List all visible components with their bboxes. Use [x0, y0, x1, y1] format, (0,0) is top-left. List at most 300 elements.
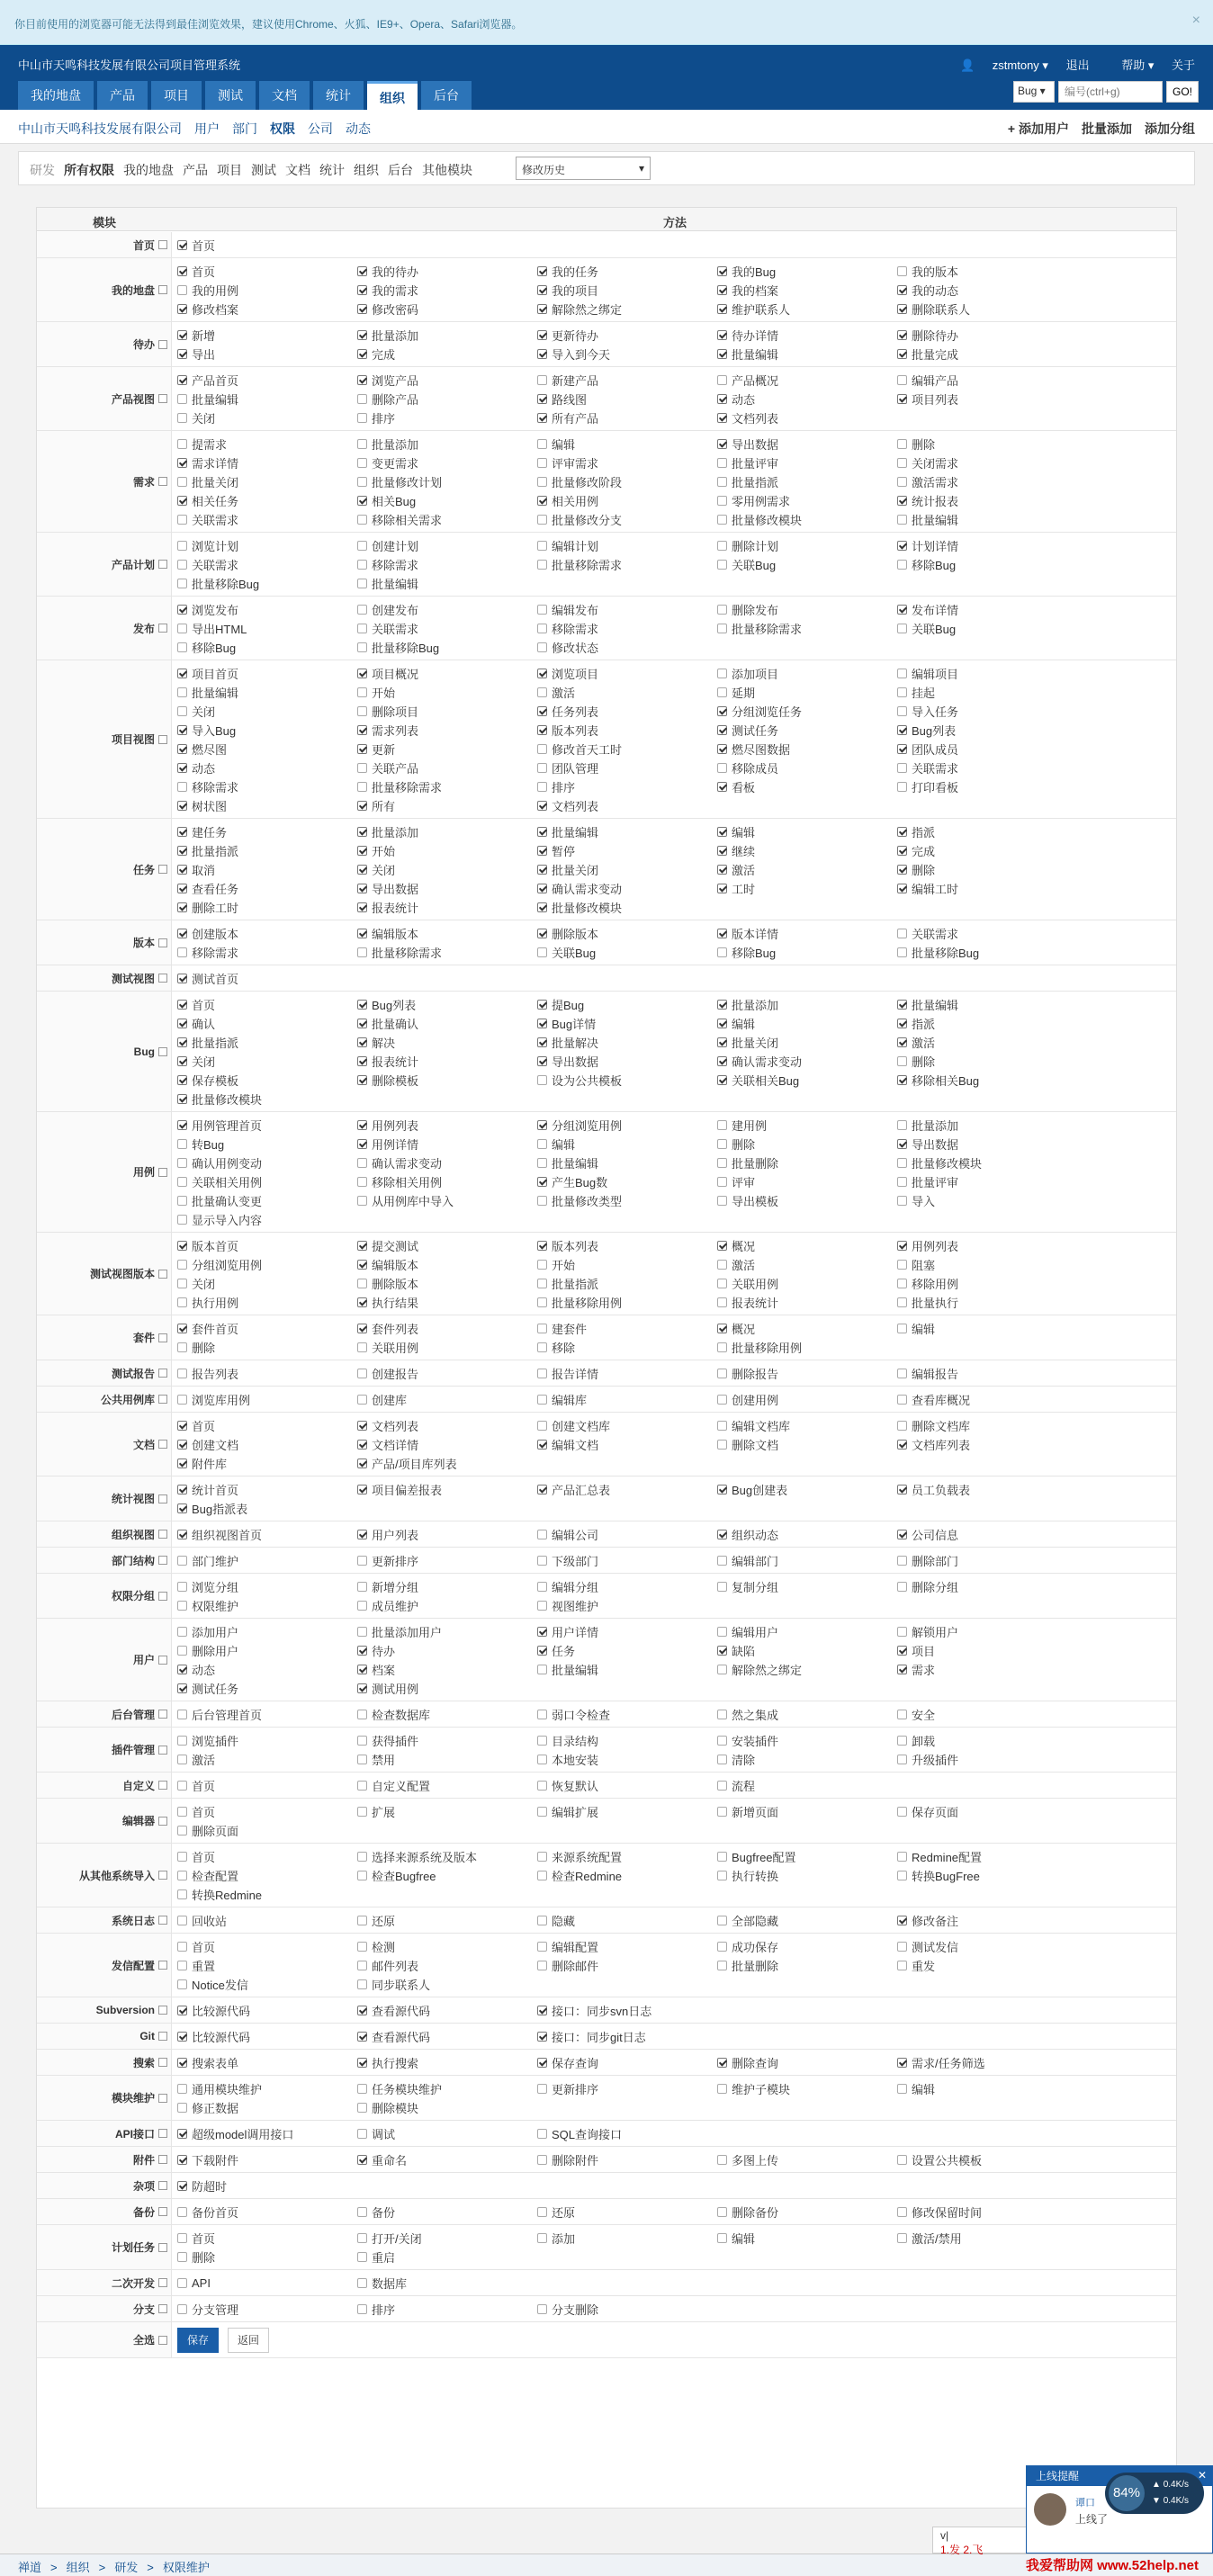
permission-item[interactable]: [897, 1435, 1077, 1454]
permission-checkbox[interactable]: [717, 1942, 727, 1952]
permission-checkbox[interactable]: [357, 1177, 367, 1187]
permission-item[interactable]: [537, 1319, 717, 1338]
subnav-item-0[interactable]: 用户: [194, 121, 220, 136]
permission-item[interactable]: [357, 1172, 537, 1191]
permission-checkbox[interactable]: [177, 2058, 187, 2068]
permission-checkbox[interactable]: [177, 669, 187, 678]
permission-checkbox[interactable]: [537, 1000, 547, 1010]
permission-item[interactable]: [357, 1319, 537, 1338]
permission-checkbox[interactable]: [177, 394, 187, 404]
permission-item[interactable]: [717, 1319, 897, 1338]
permission-checkbox[interactable]: [897, 1019, 907, 1028]
permission-checkbox[interactable]: [177, 1241, 187, 1251]
permission-item[interactable]: [177, 638, 357, 657]
permission-checkbox[interactable]: [897, 1139, 907, 1149]
permission-checkbox[interactable]: [177, 2103, 187, 2113]
permission-item[interactable]: [537, 1705, 717, 1724]
permission-checkbox[interactable]: [717, 1530, 727, 1539]
permission-item[interactable]: [357, 472, 537, 491]
permission-item[interactable]: [717, 1052, 897, 1071]
permission-checkbox[interactable]: [537, 669, 547, 678]
permission-item[interactable]: [177, 1172, 357, 1191]
permission-checkbox[interactable]: [537, 439, 547, 449]
permission-item[interactable]: [717, 555, 897, 574]
permission-item[interactable]: [897, 453, 1077, 472]
permission-item[interactable]: [537, 326, 717, 345]
popup-user-name[interactable]: 谭口: [1075, 2498, 1095, 2509]
permission-item[interactable]: [177, 664, 357, 683]
group-checkbox[interactable]: [158, 2243, 167, 2252]
permission-item[interactable]: [537, 1480, 717, 1499]
permission-item[interactable]: [717, 822, 897, 841]
permission-item[interactable]: [177, 1821, 357, 1840]
permission-item[interactable]: [537, 1802, 717, 1821]
permission-checkbox[interactable]: [717, 846, 727, 856]
module-item-1[interactable]: 我的地盘: [123, 163, 174, 177]
nav-tab-2[interactable]: 项目: [151, 81, 202, 110]
permission-item[interactable]: [357, 491, 537, 510]
permission-checkbox[interactable]: [537, 2207, 547, 2217]
permission-checkbox[interactable]: [537, 1852, 547, 1862]
permission-item[interactable]: [717, 777, 897, 796]
permission-item[interactable]: [177, 1750, 357, 1769]
group-checkbox[interactable]: [158, 2181, 167, 2190]
permission-checkbox[interactable]: [537, 1485, 547, 1494]
permission-item[interactable]: [717, 1255, 897, 1274]
permission-checkbox[interactable]: [537, 1421, 547, 1431]
permission-item[interactable]: [897, 2079, 1077, 2098]
permission-checkbox[interactable]: [897, 1807, 907, 1817]
permission-item[interactable]: [897, 841, 1077, 860]
permission-checkbox[interactable]: [717, 605, 727, 615]
permission-item[interactable]: [357, 371, 537, 390]
permission-checkbox[interactable]: [177, 846, 187, 856]
permission-item[interactable]: [357, 2248, 537, 2266]
group-checkbox[interactable]: [158, 240, 167, 249]
permission-checkbox[interactable]: [897, 375, 907, 385]
permission-item[interactable]: [717, 758, 897, 777]
select-all-checkbox[interactable]: [158, 2336, 167, 2345]
permission-item[interactable]: [177, 1956, 357, 1975]
permission-item[interactable]: [357, 1116, 537, 1135]
permission-item[interactable]: [177, 2203, 357, 2221]
group-checkbox[interactable]: [158, 1333, 167, 1342]
permission-checkbox[interactable]: [537, 865, 547, 875]
permission-checkbox[interactable]: [717, 1755, 727, 1764]
permission-checkbox[interactable]: [537, 687, 547, 697]
permission-item[interactable]: [897, 1660, 1077, 1679]
permission-checkbox[interactable]: [357, 1646, 367, 1656]
permission-checkbox[interactable]: [897, 2233, 907, 2243]
permission-checkbox[interactable]: [537, 1601, 547, 1611]
permission-checkbox[interactable]: [357, 1019, 367, 1028]
permission-checkbox[interactable]: [897, 827, 907, 837]
permission-item[interactable]: [897, 2150, 1077, 2169]
permission-checkbox[interactable]: [177, 1826, 187, 1836]
permission-item[interactable]: [177, 1622, 357, 1641]
permission-item[interactable]: [537, 2001, 717, 2020]
permission-checkbox[interactable]: [177, 1196, 187, 1206]
permission-checkbox[interactable]: [177, 496, 187, 506]
permission-item[interactable]: [897, 822, 1077, 841]
permission-item[interactable]: [537, 1596, 717, 1615]
permission-checkbox[interactable]: [897, 669, 907, 678]
permission-checkbox[interactable]: [177, 1871, 187, 1880]
permission-item[interactable]: [177, 1551, 357, 1570]
permission-item[interactable]: [537, 619, 717, 638]
permission-checkbox[interactable]: [717, 458, 727, 468]
permission-checkbox[interactable]: [357, 2207, 367, 2217]
group-checkbox[interactable]: [158, 2058, 167, 2067]
permission-item[interactable]: [177, 2229, 357, 2248]
permission-item[interactable]: [897, 1172, 1077, 1191]
permission-item[interactable]: [537, 1435, 717, 1454]
permission-item[interactable]: [357, 664, 537, 683]
permission-checkbox[interactable]: [177, 1755, 187, 1764]
permission-checkbox[interactable]: [357, 1196, 367, 1206]
permission-item[interactable]: [357, 740, 537, 758]
permission-checkbox[interactable]: [717, 349, 727, 359]
permission-checkbox[interactable]: [537, 1037, 547, 1047]
permission-item[interactable]: [537, 1776, 717, 1795]
permission-checkbox[interactable]: [717, 1120, 727, 1130]
permission-checkbox[interactable]: [537, 1582, 547, 1592]
permission-item[interactable]: [897, 1705, 1077, 1724]
permission-item[interactable]: [897, 600, 1077, 619]
permission-checkbox[interactable]: [357, 285, 367, 295]
permission-item[interactable]: [537, 555, 717, 574]
permission-checkbox[interactable]: [177, 1342, 187, 1352]
permission-item[interactable]: [717, 1866, 897, 1885]
permission-checkbox[interactable]: [177, 515, 187, 525]
permission-checkbox[interactable]: [897, 1037, 907, 1047]
permission-checkbox[interactable]: [897, 541, 907, 551]
permission-checkbox[interactable]: [537, 1710, 547, 1719]
permission-checkbox[interactable]: [897, 330, 907, 340]
permission-item[interactable]: [897, 1135, 1077, 1153]
permission-item[interactable]: [357, 1525, 537, 1544]
permission-item[interactable]: [717, 995, 897, 1014]
permission-checkbox[interactable]: [177, 1395, 187, 1405]
permission-item[interactable]: [357, 1596, 537, 1615]
permission-checkbox[interactable]: [537, 2006, 547, 2015]
permission-checkbox[interactable]: [177, 2032, 187, 2042]
permission-item[interactable]: [177, 1319, 357, 1338]
permission-checkbox[interactable]: [897, 1646, 907, 1656]
permission-item[interactable]: [717, 1364, 897, 1383]
permission-item[interactable]: [717, 1911, 897, 1930]
nav-tab-4[interactable]: 文档: [259, 81, 310, 110]
permission-checkbox[interactable]: [897, 1075, 907, 1085]
permission-item[interactable]: [177, 860, 357, 879]
permission-checkbox[interactable]: [357, 1075, 367, 1085]
permission-checkbox[interactable]: [537, 884, 547, 893]
permission-checkbox[interactable]: [717, 744, 727, 754]
permission-item[interactable]: [357, 822, 537, 841]
permission-checkbox[interactable]: [357, 902, 367, 912]
permission-item[interactable]: [357, 1802, 537, 1821]
permission-checkbox[interactable]: [717, 1582, 727, 1592]
permission-checkbox[interactable]: [717, 1646, 727, 1656]
permission-item[interactable]: [177, 2124, 357, 2143]
close-icon[interactable]: ×: [1191, 13, 1200, 28]
group-checkbox[interactable]: [158, 2129, 167, 2138]
permission-checkbox[interactable]: [717, 725, 727, 735]
permission-item[interactable]: [357, 1866, 537, 1885]
permission-checkbox[interactable]: [537, 349, 547, 359]
permission-item[interactable]: [897, 721, 1077, 740]
permission-checkbox[interactable]: [897, 605, 907, 615]
permission-checkbox[interactable]: [537, 947, 547, 957]
permission-checkbox[interactable]: [537, 266, 547, 276]
group-checkbox[interactable]: [158, 285, 167, 294]
permission-checkbox[interactable]: [177, 1889, 187, 1899]
permission-checkbox[interactable]: [537, 624, 547, 633]
permission-item[interactable]: [177, 1033, 357, 1052]
permission-checkbox[interactable]: [357, 375, 367, 385]
permission-checkbox[interactable]: [357, 458, 367, 468]
permission-item[interactable]: [357, 345, 537, 364]
permission-item[interactable]: [897, 1731, 1077, 1750]
permission-checkbox[interactable]: [897, 1324, 907, 1333]
permission-item[interactable]: [357, 1551, 537, 1570]
permission-checkbox[interactable]: [897, 947, 907, 957]
permission-item[interactable]: [717, 841, 897, 860]
permission-checkbox[interactable]: [357, 2032, 367, 2042]
permission-item[interactable]: [717, 453, 897, 472]
permission-item[interactable]: [897, 1191, 1077, 1210]
permission-checkbox[interactable]: [357, 1582, 367, 1592]
permission-checkbox[interactable]: [177, 266, 187, 276]
permission-item[interactable]: [897, 1750, 1077, 1769]
permission-checkbox[interactable]: [357, 413, 367, 423]
permission-item[interactable]: [177, 281, 357, 300]
permission-item[interactable]: [177, 777, 357, 796]
permission-item[interactable]: [177, 943, 357, 962]
permission-checkbox[interactable]: [537, 642, 547, 652]
permission-item[interactable]: [537, 1255, 717, 1274]
permission-checkbox[interactable]: [717, 375, 727, 385]
permission-item[interactable]: [357, 683, 537, 702]
permission-checkbox[interactable]: [717, 827, 727, 837]
permission-item[interactable]: [537, 2150, 717, 2169]
permission-checkbox[interactable]: [357, 846, 367, 856]
permission-item[interactable]: [177, 1480, 357, 1499]
permission-checkbox[interactable]: [357, 1158, 367, 1168]
permission-checkbox[interactable]: [537, 1440, 547, 1450]
permission-item[interactable]: [537, 1390, 717, 1409]
back-button[interactable]: 返回: [228, 2328, 269, 2353]
permission-checkbox[interactable]: [357, 744, 367, 754]
subnav-action-1[interactable]: 批量添加: [1082, 121, 1132, 136]
permission-item[interactable]: [177, 326, 357, 345]
permission-checkbox[interactable]: [717, 1852, 727, 1862]
about-link[interactable]: 关于: [1171, 58, 1195, 72]
permission-item[interactable]: [537, 758, 717, 777]
permission-item[interactable]: [357, 1390, 537, 1409]
permission-checkbox[interactable]: [177, 1942, 187, 1952]
permission-checkbox[interactable]: [537, 285, 547, 295]
permission-checkbox[interactable]: [537, 1556, 547, 1566]
permission-checkbox[interactable]: [357, 642, 367, 652]
module-item-6[interactable]: 统计: [319, 163, 345, 177]
permission-checkbox[interactable]: [897, 1196, 907, 1206]
permission-item[interactable]: [717, 1937, 897, 1956]
permission-checkbox[interactable]: [357, 1369, 367, 1378]
permission-checkbox[interactable]: [717, 1158, 727, 1168]
permission-item[interactable]: [177, 1210, 357, 1229]
permission-item[interactable]: [177, 1435, 357, 1454]
permission-item[interactable]: [177, 555, 357, 574]
permission-checkbox[interactable]: [177, 1120, 187, 1130]
permission-item[interactable]: [717, 510, 897, 529]
permission-checkbox[interactable]: [357, 1871, 367, 1880]
permission-item[interactable]: [717, 879, 897, 898]
permission-checkbox[interactable]: [537, 375, 547, 385]
permission-checkbox[interactable]: [717, 884, 727, 893]
permission-item[interactable]: [357, 2001, 537, 2020]
permission-checkbox[interactable]: [357, 1056, 367, 1066]
permission-checkbox[interactable]: [717, 2155, 727, 2165]
permission-item[interactable]: [357, 2027, 537, 2046]
permission-item[interactable]: [537, 1731, 717, 1750]
permission-item[interactable]: [537, 2229, 717, 2248]
permission-item[interactable]: [537, 1135, 717, 1153]
permission-checkbox[interactable]: [717, 1056, 727, 1066]
permission-item[interactable]: [717, 1191, 897, 1210]
permission-item[interactable]: [717, 408, 897, 427]
permission-item[interactable]: [357, 1622, 537, 1641]
permission-checkbox[interactable]: [717, 285, 727, 295]
group-checkbox[interactable]: [158, 1168, 167, 1177]
permission-item[interactable]: [717, 1641, 897, 1660]
module-item-8[interactable]: 后台: [388, 163, 413, 177]
permission-item[interactable]: [357, 898, 537, 917]
permission-item[interactable]: [717, 1071, 897, 1090]
permission-checkbox[interactable]: [177, 1665, 187, 1674]
permission-checkbox[interactable]: [177, 1916, 187, 1925]
permission-checkbox[interactable]: [717, 865, 727, 875]
permission-item[interactable]: [537, 453, 717, 472]
permission-item[interactable]: [537, 2027, 717, 2046]
permission-item[interactable]: [717, 1660, 897, 1679]
permission-item[interactable]: [717, 2079, 897, 2098]
permission-checkbox[interactable]: [357, 1736, 367, 1746]
permission-item[interactable]: [177, 2027, 357, 2046]
permission-item[interactable]: [897, 1153, 1077, 1172]
group-checkbox[interactable]: [158, 1270, 167, 1279]
group-checkbox[interactable]: [158, 1395, 167, 1404]
permission-checkbox[interactable]: [537, 1139, 547, 1149]
group-checkbox[interactable]: [158, 974, 167, 983]
permission-item[interactable]: [897, 2053, 1077, 2072]
permission-checkbox[interactable]: [357, 1807, 367, 1817]
group-checkbox[interactable]: [158, 2006, 167, 2015]
permission-item[interactable]: [177, 1866, 357, 1885]
permission-checkbox[interactable]: [897, 1710, 907, 1719]
permission-checkbox[interactable]: [897, 1395, 907, 1405]
permission-item[interactable]: [177, 536, 357, 555]
permission-item[interactable]: [357, 2098, 537, 2117]
permission-item[interactable]: [357, 879, 537, 898]
permission-item[interactable]: [537, 796, 717, 815]
permission-checkbox[interactable]: [357, 2103, 367, 2113]
permission-item[interactable]: [537, 1052, 717, 1071]
permission-checkbox[interactable]: [717, 1019, 727, 1028]
permission-checkbox[interactable]: [537, 1075, 547, 1085]
permission-checkbox[interactable]: [357, 349, 367, 359]
permission-checkbox[interactable]: [717, 1075, 727, 1085]
permission-checkbox[interactable]: [177, 1440, 187, 1450]
group-checkbox[interactable]: [158, 1710, 167, 1719]
permission-item[interactable]: [537, 924, 717, 943]
permission-item[interactable]: [897, 300, 1077, 319]
permission-checkbox[interactable]: [177, 2278, 187, 2288]
permission-item[interactable]: [357, 2150, 537, 2169]
permission-checkbox[interactable]: [897, 1871, 907, 1880]
permission-item[interactable]: [357, 1937, 537, 1956]
permission-checkbox[interactable]: [717, 1736, 727, 1746]
permission-checkbox[interactable]: [537, 2129, 547, 2139]
permission-checkbox[interactable]: [717, 1297, 727, 1307]
permission-item[interactable]: [177, 822, 357, 841]
permission-item[interactable]: [537, 1750, 717, 1769]
permission-item[interactable]: [357, 1364, 537, 1383]
permission-checkbox[interactable]: [177, 1037, 187, 1047]
permission-checkbox[interactable]: [357, 2129, 367, 2139]
group-checkbox[interactable]: [158, 938, 167, 947]
permission-item[interactable]: [357, 721, 537, 740]
permission-item[interactable]: [177, 1975, 357, 1994]
network-speed-widget[interactable]: [1105, 2473, 1204, 2514]
permission-checkbox[interactable]: [897, 1279, 907, 1288]
permission-checkbox[interactable]: [177, 1736, 187, 1746]
permission-checkbox[interactable]: [717, 624, 727, 633]
permission-item[interactable]: [537, 860, 717, 879]
permission-checkbox[interactable]: [897, 1916, 907, 1925]
permission-item[interactable]: [177, 683, 357, 702]
permission-checkbox[interactable]: [897, 496, 907, 506]
search-type-select[interactable]: Bug ▾: [1013, 81, 1055, 103]
permission-checkbox[interactable]: [537, 1056, 547, 1066]
permission-item[interactable]: [717, 1731, 897, 1750]
permission-item[interactable]: [177, 574, 357, 593]
permission-item[interactable]: [357, 1416, 537, 1435]
permission-checkbox[interactable]: [357, 624, 367, 633]
permission-checkbox[interactable]: [177, 884, 187, 893]
permission-item[interactable]: [537, 1364, 717, 1383]
permission-checkbox[interactable]: [537, 458, 547, 468]
permission-item[interactable]: [177, 1885, 357, 1904]
permission-checkbox[interactable]: [897, 706, 907, 716]
nav-tab-5[interactable]: 统计: [313, 81, 364, 110]
permission-item[interactable]: [537, 1660, 717, 1679]
permission-checkbox[interactable]: [717, 266, 727, 276]
permission-item[interactable]: [717, 1274, 897, 1293]
permission-checkbox[interactable]: [537, 1019, 547, 1028]
permission-item[interactable]: [357, 758, 537, 777]
permission-checkbox[interactable]: [177, 1056, 187, 1066]
permission-item[interactable]: [897, 924, 1077, 943]
permission-checkbox[interactable]: [537, 725, 547, 735]
permission-item[interactable]: [357, 262, 537, 281]
subnav-action-2[interactable]: 添加分组: [1145, 121, 1195, 136]
permission-item[interactable]: [717, 1416, 897, 1435]
permission-checkbox[interactable]: [177, 1421, 187, 1431]
permission-item[interactable]: [897, 1293, 1077, 1312]
permission-checkbox[interactable]: [537, 801, 547, 811]
permission-item[interactable]: [897, 491, 1077, 510]
